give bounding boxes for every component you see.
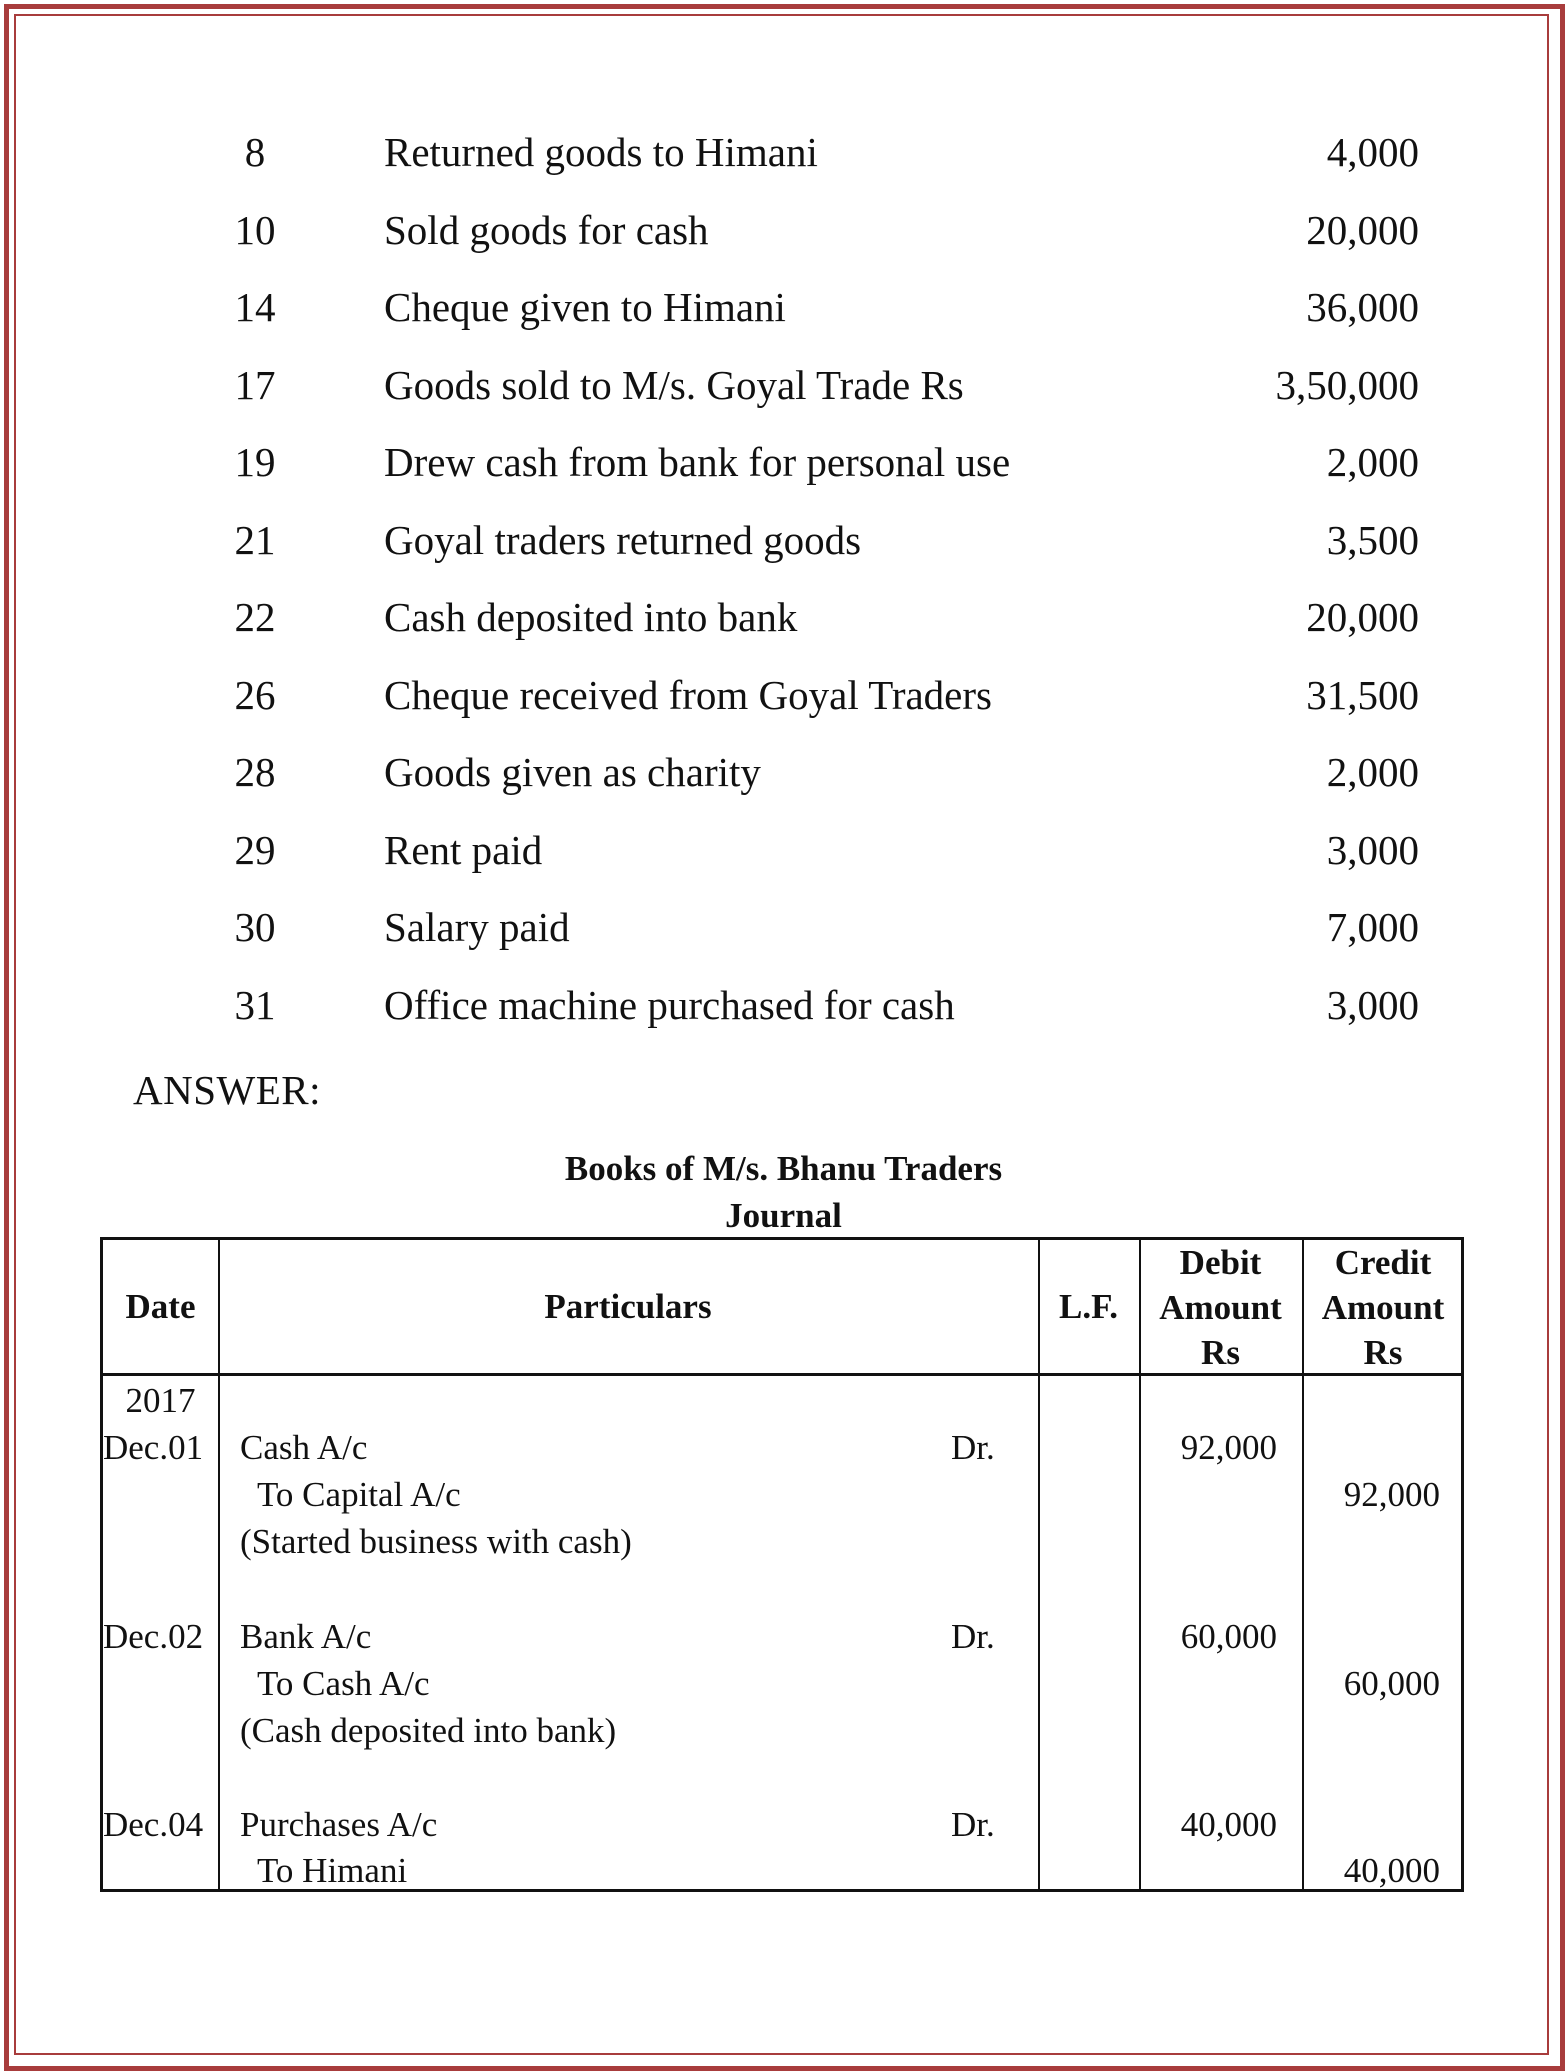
entry-debit-account: Purchases A/c — [240, 1805, 438, 1844]
txn-day: 8 — [244, 129, 266, 175]
header-credit-line: Amount — [1321, 1288, 1445, 1327]
header-particulars: Particulars — [544, 1287, 712, 1326]
entry-dr-marker: Dr. — [951, 1805, 995, 1844]
list-item — [0, 206, 1567, 284]
header-credit-line: Credit — [1334, 1243, 1432, 1282]
txn-amount: 3,500 — [1326, 516, 1419, 563]
column-divider — [1038, 1240, 1040, 1889]
header-debit-amount — [1139, 1240, 1302, 1375]
transaction-list — [0, 128, 1567, 1058]
list-item — [0, 438, 1567, 516]
entry-debit-account: Bank A/c — [240, 1617, 372, 1656]
list-item — [0, 903, 1567, 981]
entry-debit-account: Cash A/c — [240, 1428, 368, 1467]
txn-amount: 20,000 — [1306, 206, 1419, 253]
list-item — [0, 283, 1567, 361]
txn-amount: 2,000 — [1326, 749, 1419, 795]
entry-debit-amount: 60,000 — [1180, 1617, 1277, 1656]
entry-credit-amount: 60,000 — [1343, 1664, 1440, 1703]
txn-amount: 3,50,000 — [1275, 361, 1419, 408]
txn-day: 10 — [234, 206, 276, 253]
txn-description: Sold goods for cash — [384, 206, 709, 253]
txn-description: Rent paid — [384, 826, 543, 873]
entry-date: Dec.04 — [103, 1805, 204, 1844]
list-item — [0, 981, 1567, 1059]
entry-dr-marker: Dr. — [951, 1617, 995, 1656]
txn-description: Office machine purchased for cash — [384, 981, 955, 1028]
list-item — [0, 748, 1567, 826]
txn-amount: 4,000 — [1326, 129, 1419, 175]
entry-date: Dec.01 — [103, 1428, 204, 1467]
journal-caption — [0, 1145, 1567, 1239]
header-credit-amount — [1302, 1240, 1464, 1375]
entry-debit-amount: 40,000 — [1180, 1805, 1277, 1844]
txn-day: 21 — [234, 516, 276, 563]
txn-amount: 2,000 — [1326, 439, 1419, 485]
header-debit-line: Debit — [1179, 1243, 1262, 1282]
list-item — [0, 671, 1567, 749]
entry-dr-marker: Dr. — [951, 1428, 995, 1467]
txn-description: Cash deposited into bank — [384, 594, 798, 640]
txn-day: 30 — [234, 904, 276, 950]
entry-narration: (Cash deposited into bank) — [240, 1711, 617, 1750]
txn-description: Returned goods to Himani — [384, 129, 818, 175]
entry-narration: (Started business with cash) — [240, 1522, 632, 1561]
journal-title: Journal — [725, 1196, 842, 1235]
entry-credit-amount: 92,000 — [1343, 1475, 1440, 1514]
txn-day: 28 — [234, 749, 276, 795]
entry-credit-amount: 40,000 — [1343, 1851, 1440, 1890]
txn-amount: 36,000 — [1306, 284, 1419, 330]
txn-day: 26 — [234, 671, 276, 718]
answer-heading: ANSWER: — [133, 1067, 321, 1113]
header-debit-line: Rs — [1201, 1333, 1240, 1372]
txn-description: Cheque given to Himani — [384, 284, 786, 330]
entry-credit-account: To Capital A/c — [257, 1475, 461, 1514]
list-item — [0, 128, 1567, 206]
journal-table — [100, 1237, 1464, 1892]
txn-day: 31 — [234, 981, 276, 1028]
txn-day: 19 — [234, 439, 276, 485]
column-divider — [218, 1240, 220, 1889]
txn-day: 22 — [234, 594, 276, 640]
txn-day: 29 — [234, 826, 276, 873]
txn-amount: 31,500 — [1306, 671, 1419, 718]
txn-amount: 7,000 — [1326, 904, 1419, 950]
txn-description: Goods sold to M/s. Goyal Trade Rs — [384, 361, 964, 408]
list-item — [0, 826, 1567, 904]
txn-description: Salary paid — [384, 904, 570, 950]
list-item — [0, 593, 1567, 671]
entry-credit-account: To Cash A/c — [257, 1664, 430, 1703]
header-date: Date — [125, 1287, 196, 1326]
txn-amount: 20,000 — [1306, 594, 1419, 640]
book-title: Books of M/s. Bhanu Traders — [564, 1149, 1003, 1188]
entry-date: Dec.02 — [103, 1617, 204, 1656]
entry-year: 2017 — [125, 1381, 196, 1420]
txn-amount: 3,000 — [1326, 826, 1419, 873]
txn-description: Cheque received from Goyal Traders — [384, 671, 992, 718]
txn-amount: 3,000 — [1326, 981, 1419, 1028]
entry-debit-amount: 92,000 — [1180, 1428, 1277, 1467]
txn-day: 14 — [234, 284, 276, 330]
txn-description: Goyal traders returned goods — [384, 516, 862, 563]
txn-description: Drew cash from bank for personal use — [384, 439, 1011, 485]
header-lf: L.F. — [1058, 1287, 1118, 1326]
entry-credit-account: To Himani — [257, 1851, 408, 1890]
list-item — [0, 516, 1567, 594]
header-credit-line: Rs — [1363, 1333, 1403, 1372]
header-debit-line: Amount — [1159, 1288, 1282, 1327]
txn-day: 17 — [234, 361, 276, 408]
list-item — [0, 361, 1567, 439]
txn-description: Goods given as charity — [384, 749, 761, 795]
